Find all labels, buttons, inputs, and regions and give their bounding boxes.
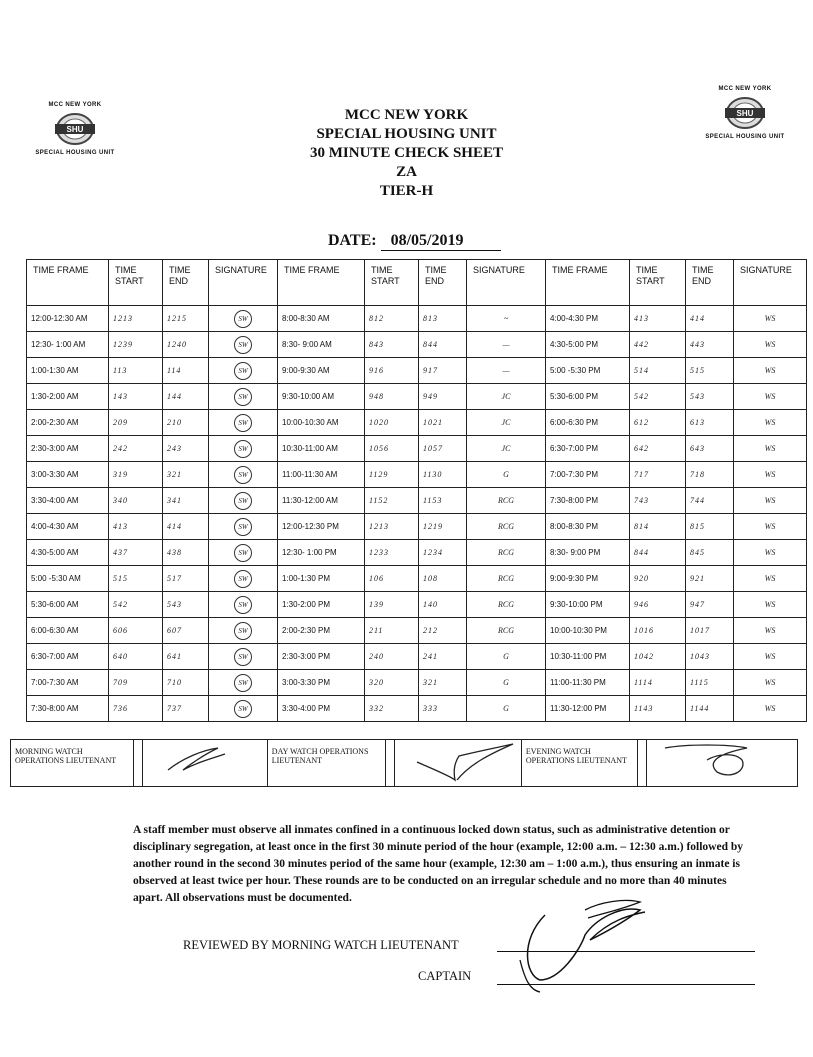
signature-cell: WS — [734, 514, 807, 540]
col-header: TIME START — [109, 260, 163, 306]
signature-cell: WS — [734, 566, 807, 592]
time-end-cell: 844 — [419, 332, 467, 358]
signature-cell: WS — [734, 306, 807, 332]
signature-cell: JC — [467, 384, 546, 410]
signature-cell: WS — [734, 384, 807, 410]
time-frame-cell: 2:00-2:30 AM — [27, 410, 109, 436]
time-frame-cell: 3:00-3:30 PM — [278, 670, 365, 696]
table-row — [27, 384, 807, 410]
time-start-cell: 514 — [630, 358, 686, 384]
col-header: TIME FRAME — [546, 260, 630, 306]
time-start-cell: 1233 — [365, 540, 419, 566]
time-end-cell: 1215 — [163, 306, 209, 332]
table-row — [27, 332, 807, 358]
time-frame-cell: 11:30-12:00 AM — [278, 488, 365, 514]
morning-watch-signature — [143, 740, 268, 786]
time-end-cell: 321 — [163, 462, 209, 488]
initials-circle: SW — [234, 622, 252, 640]
reviewed-by-label: REVIEWED BY MORNING WATCH LIEUTENANT — [183, 938, 459, 952]
initials-circle: SW — [234, 648, 252, 666]
time-end-cell: 1043 — [686, 644, 734, 670]
day-watch-signature — [395, 740, 522, 786]
signature-cell — [209, 566, 278, 592]
signature-cell: RCG — [467, 566, 546, 592]
heading-line-3: 30 MINUTE CHECK SHEET — [310, 145, 503, 161]
time-end-cell: 414 — [163, 514, 209, 540]
initials-circle: SW — [234, 310, 252, 328]
time-frame-cell: 1:30-2:00 PM — [278, 592, 365, 618]
time-end-cell: 517 — [163, 566, 209, 592]
heading-line-4: ZA — [396, 164, 417, 180]
initials-circle: SW — [234, 336, 252, 354]
time-frame-cell: 6:30-7:00 PM — [546, 436, 630, 462]
time-end-cell: 613 — [686, 410, 734, 436]
time-end-cell: 949 — [419, 384, 467, 410]
initials-circle: SW — [234, 414, 252, 432]
time-frame-cell: 9:00-9:30 PM — [546, 566, 630, 592]
signature-cell: WS — [734, 540, 807, 566]
time-frame-cell: 4:00-4:30 PM — [546, 306, 630, 332]
heading-line-2: SPECIAL HOUSING UNIT — [316, 126, 497, 142]
time-frame-cell: 1:00-1:30 PM — [278, 566, 365, 592]
logo-top-text: MCC NEW YORK — [48, 102, 102, 108]
table-row — [27, 358, 807, 384]
time-frame-cell: 5:30-6:00 AM — [27, 592, 109, 618]
time-frame-cell: 8:30- 9:00 AM — [278, 332, 365, 358]
time-start-cell: 413 — [630, 306, 686, 332]
evening-watch-signature — [647, 740, 797, 786]
signature-cell — [209, 332, 278, 358]
time-end-cell: 947 — [686, 592, 734, 618]
time-frame-cell: 4:30-5:00 AM — [27, 540, 109, 566]
signature-cell — [209, 410, 278, 436]
heading-line-1: MCC NEW YORK — [344, 107, 469, 123]
time-end-cell: 543 — [686, 384, 734, 410]
time-frame-cell: 9:00-9:30 AM — [278, 358, 365, 384]
signature-cell: WS — [734, 618, 807, 644]
col-header: TIME END — [419, 260, 467, 306]
signature-cell: JC — [467, 410, 546, 436]
check-table — [26, 259, 807, 722]
signature-cell — [209, 540, 278, 566]
time-end-cell: 341 — [163, 488, 209, 514]
time-end-cell: 643 — [686, 436, 734, 462]
policy-paragraph: A staff member must observe all inmates confined in a continuous locked down status, such as administrative detention or disciplinary segregation, at least once in the first 30 minute period of the hour (example, 12:00 a.m. – 12:30 a.m.) followed by another round in the second 30 minutes period of the same hour (example, 12:30 am – 1:00 a.m.), thus ensuring an inmate is observed at least twice per hour. These rounds are to be conducted on an irregular schedule and no more than 40 minutes apart. All observations must be documented. — [133, 824, 743, 904]
time-start-cell: 113 — [109, 358, 163, 384]
initials-circle: SW — [234, 440, 252, 458]
time-start-cell: 437 — [109, 540, 163, 566]
time-end-cell: 815 — [686, 514, 734, 540]
time-start-cell: 814 — [630, 514, 686, 540]
time-end-cell: 1240 — [163, 332, 209, 358]
time-start-cell: 1056 — [365, 436, 419, 462]
table-row — [27, 410, 807, 436]
time-start-cell: 1213 — [365, 514, 419, 540]
time-start-cell: 240 — [365, 644, 419, 670]
table-row — [27, 566, 807, 592]
time-frame-cell: 2:00-2:30 PM — [278, 618, 365, 644]
time-end-cell: 917 — [419, 358, 467, 384]
time-end-cell: 1153 — [419, 488, 467, 514]
time-start-cell: 812 — [365, 306, 419, 332]
signature-cell: WS — [734, 462, 807, 488]
time-frame-cell: 3:30-4:00 AM — [27, 488, 109, 514]
table-body — [27, 306, 807, 722]
time-frame-cell: 12:00-12:30 AM — [27, 306, 109, 332]
col-header: SIGNATURE — [734, 260, 807, 306]
time-frame-cell: 8:00-8:30 AM — [278, 306, 365, 332]
initials-circle: SW — [234, 466, 252, 484]
date-value: 08/05/2019 — [381, 232, 501, 251]
signature-cell: WS — [734, 410, 807, 436]
time-frame-cell: 4:30-5:00 PM — [546, 332, 630, 358]
signature-cell: WS — [734, 592, 807, 618]
reviewer-signature-icon — [500, 880, 650, 1000]
time-start-cell: 612 — [630, 410, 686, 436]
time-start-cell: 211 — [365, 618, 419, 644]
time-frame-cell: 6:00-6:30 PM — [546, 410, 630, 436]
time-start-cell: 1152 — [365, 488, 419, 514]
signature-cell — [209, 514, 278, 540]
signature-cell: G — [467, 670, 546, 696]
time-start-cell: 320 — [365, 670, 419, 696]
signature-cell — [209, 488, 278, 514]
signature-cell: RCG — [467, 592, 546, 618]
time-frame-cell: 5:00 -5:30 AM — [27, 566, 109, 592]
signature-cell — [209, 306, 278, 332]
signature-cell: ~ — [467, 306, 546, 332]
table-row — [27, 618, 807, 644]
time-start-cell: 542 — [630, 384, 686, 410]
time-frame-cell: 6:30-7:00 AM — [27, 644, 109, 670]
time-start-cell: 844 — [630, 540, 686, 566]
time-end-cell: 1021 — [419, 410, 467, 436]
time-frame-cell: 1:30-2:00 AM — [27, 384, 109, 410]
time-start-cell: 340 — [109, 488, 163, 514]
table-row — [27, 540, 807, 566]
time-start-cell: 640 — [109, 644, 163, 670]
time-end-cell: 243 — [163, 436, 209, 462]
signature-cell — [209, 592, 278, 618]
time-end-cell: 140 — [419, 592, 467, 618]
time-frame-cell: 6:00-6:30 AM — [27, 618, 109, 644]
initials-circle: SW — [234, 700, 252, 718]
day-watch-label: DAY WATCH OPERATIONS LIEUTENANT — [271, 747, 369, 765]
signature-cell: — — [467, 358, 546, 384]
signature-cell — [209, 436, 278, 462]
time-end-cell: 543 — [163, 592, 209, 618]
logo-top-text: MCC NEW YORK — [718, 86, 772, 92]
signature-cell — [209, 670, 278, 696]
time-frame-cell: 7:30-8:00 PM — [546, 488, 630, 514]
time-end-cell: 515 — [686, 358, 734, 384]
time-end-cell: 1057 — [419, 436, 467, 462]
time-end-cell: 710 — [163, 670, 209, 696]
time-start-cell: 319 — [109, 462, 163, 488]
signature-cell — [209, 644, 278, 670]
handwritten-signature-icon — [647, 740, 797, 784]
time-start-cell: 242 — [109, 436, 163, 462]
divider — [385, 740, 395, 786]
time-end-cell: 744 — [686, 488, 734, 514]
table-row — [27, 462, 807, 488]
table-row — [27, 514, 807, 540]
watch-signature-strip — [10, 739, 798, 787]
signature-cell: G — [467, 644, 546, 670]
initials-circle: SW — [234, 492, 252, 510]
evening-watch-label: EVENING WATCH OPERATIONS LIEUTENANT — [525, 747, 627, 765]
time-frame-cell: 9:30-10:00 PM — [546, 592, 630, 618]
table-row — [27, 436, 807, 462]
time-end-cell: 1219 — [419, 514, 467, 540]
logo-bottom-text: SPECIAL HOUSING UNIT — [35, 150, 115, 156]
time-start-cell: 442 — [630, 332, 686, 358]
signature-cell: WS — [734, 670, 807, 696]
signature-cell — [209, 384, 278, 410]
signature-cell: G — [467, 462, 546, 488]
time-start-cell: 209 — [109, 410, 163, 436]
initials-circle: SW — [234, 596, 252, 614]
time-start-cell: 736 — [109, 696, 163, 722]
time-end-cell: 1144 — [686, 696, 734, 722]
col-header: TIME FRAME — [278, 260, 365, 306]
divider — [133, 740, 143, 786]
signature-cell: RCG — [467, 540, 546, 566]
logo-badge-text: SHU — [66, 125, 84, 134]
time-frame-cell: 12:00-12:30 PM — [278, 514, 365, 540]
time-end-cell: 443 — [686, 332, 734, 358]
table-row — [27, 488, 807, 514]
table-header-row — [27, 260, 807, 306]
morning-watch-label: MORNING WATCH OPERATIONS LIEUTENANT — [15, 747, 117, 765]
signature-cell: WS — [734, 696, 807, 722]
time-end-cell: 1115 — [686, 670, 734, 696]
time-start-cell: 717 — [630, 462, 686, 488]
signature-cell — [209, 618, 278, 644]
time-end-cell: 737 — [163, 696, 209, 722]
time-frame-cell: 1:00-1:30 AM — [27, 358, 109, 384]
time-start-cell: 642 — [630, 436, 686, 462]
time-frame-cell: 5:30-6:00 PM — [546, 384, 630, 410]
time-frame-cell: 8:30- 9:00 PM — [546, 540, 630, 566]
time-frame-cell: 10:00-10:30 AM — [278, 410, 365, 436]
time-start-cell: 1213 — [109, 306, 163, 332]
time-frame-cell: 11:00-11:30 AM — [278, 462, 365, 488]
col-header: SIGNATURE — [467, 260, 546, 306]
time-start-cell: 542 — [109, 592, 163, 618]
col-header: TIME START — [365, 260, 419, 306]
time-frame-cell: 12:30- 1:00 PM — [278, 540, 365, 566]
signature-cell: WS — [734, 436, 807, 462]
col-header: TIME START — [630, 260, 686, 306]
initials-circle: SW — [234, 518, 252, 536]
time-end-cell: 414 — [686, 306, 734, 332]
table-row — [27, 696, 807, 722]
initials-circle: SW — [234, 388, 252, 406]
time-start-cell: 606 — [109, 618, 163, 644]
col-header: SIGNATURE — [209, 260, 278, 306]
time-start-cell: 1016 — [630, 618, 686, 644]
table-row — [27, 670, 807, 696]
time-end-cell: 845 — [686, 540, 734, 566]
time-end-cell: 438 — [163, 540, 209, 566]
time-frame-cell: 7:00-7:30 AM — [27, 670, 109, 696]
time-end-cell: 1130 — [419, 462, 467, 488]
time-end-cell: 641 — [163, 644, 209, 670]
time-frame-cell: 11:30-12:00 PM — [546, 696, 630, 722]
signature-cell: RCG — [467, 514, 546, 540]
sheet-heading — [0, 106, 813, 201]
time-end-cell: 1017 — [686, 618, 734, 644]
time-end-cell: 333 — [419, 696, 467, 722]
time-start-cell: 413 — [109, 514, 163, 540]
initials-circle: SW — [234, 362, 252, 380]
signature-cell: WS — [734, 488, 807, 514]
time-start-cell: 709 — [109, 670, 163, 696]
logo-bottom-text: SPECIAL HOUSING UNIT — [705, 134, 785, 140]
time-frame-cell: 10:30-11:00 PM — [546, 644, 630, 670]
time-end-cell: 212 — [419, 618, 467, 644]
time-end-cell: 108 — [419, 566, 467, 592]
signature-cell: G — [467, 696, 546, 722]
signature-cell — [209, 696, 278, 722]
col-header: TIME END — [686, 260, 734, 306]
time-frame-cell: 2:30-3:00 PM — [278, 644, 365, 670]
time-end-cell: 607 — [163, 618, 209, 644]
initials-circle: SW — [234, 674, 252, 692]
divider — [637, 740, 647, 786]
signature-cell: — — [467, 332, 546, 358]
time-end-cell: 241 — [419, 644, 467, 670]
time-frame-cell: 7:00-7:30 PM — [546, 462, 630, 488]
time-end-cell: 921 — [686, 566, 734, 592]
time-frame-cell: 4:00-4:30 AM — [27, 514, 109, 540]
logo-badge-text: SHU — [736, 109, 754, 118]
time-start-cell: 1020 — [365, 410, 419, 436]
captain-label: CAPTAIN — [418, 969, 472, 983]
signature-cell: JC — [467, 436, 546, 462]
time-start-cell: 843 — [365, 332, 419, 358]
signature-cell: RCG — [467, 488, 546, 514]
signature-cell — [209, 462, 278, 488]
time-frame-cell: 10:00-10:30 PM — [546, 618, 630, 644]
time-frame-cell: 2:30-3:00 AM — [27, 436, 109, 462]
time-start-cell: 515 — [109, 566, 163, 592]
time-frame-cell: 3:00-3:30 AM — [27, 462, 109, 488]
time-frame-cell: 8:00-8:30 PM — [546, 514, 630, 540]
handwritten-signature-icon — [143, 740, 267, 784]
signature-cell: RCG — [467, 618, 546, 644]
time-end-cell: 321 — [419, 670, 467, 696]
time-start-cell: 143 — [109, 384, 163, 410]
signature-cell — [209, 358, 278, 384]
handwritten-signature-icon — [395, 740, 521, 784]
time-start-cell: 1114 — [630, 670, 686, 696]
time-start-cell: 139 — [365, 592, 419, 618]
initials-circle: SW — [234, 544, 252, 562]
heading-line-5: TIER-H — [379, 183, 434, 199]
time-start-cell: 920 — [630, 566, 686, 592]
signature-cell: WS — [734, 644, 807, 670]
date-line — [328, 232, 501, 251]
initials-circle: SW — [234, 570, 252, 588]
time-end-cell: 813 — [419, 306, 467, 332]
time-frame-cell: 5:00 -5:30 PM — [546, 358, 630, 384]
col-header: TIME END — [163, 260, 209, 306]
time-start-cell: 948 — [365, 384, 419, 410]
time-end-cell: 210 — [163, 410, 209, 436]
time-start-cell: 1042 — [630, 644, 686, 670]
time-start-cell: 1239 — [109, 332, 163, 358]
table-row — [27, 306, 807, 332]
signature-cell: WS — [734, 332, 807, 358]
time-start-cell: 1143 — [630, 696, 686, 722]
signature-cell: WS — [734, 358, 807, 384]
time-start-cell: 106 — [365, 566, 419, 592]
time-frame-cell: 9:30-10:00 AM — [278, 384, 365, 410]
time-start-cell: 743 — [630, 488, 686, 514]
time-frame-cell: 3:30-4:00 PM — [278, 696, 365, 722]
time-frame-cell: 7:30-8:00 AM — [27, 696, 109, 722]
date-label: DATE: — [328, 232, 377, 249]
time-start-cell: 332 — [365, 696, 419, 722]
table-row — [27, 644, 807, 670]
time-start-cell: 1129 — [365, 462, 419, 488]
table-row — [27, 592, 807, 618]
time-end-cell: 1234 — [419, 540, 467, 566]
col-header: TIME FRAME — [27, 260, 109, 306]
time-frame-cell: 11:00-11:30 PM — [546, 670, 630, 696]
time-frame-cell: 10:30-11:00 AM — [278, 436, 365, 462]
time-frame-cell: 12:30- 1:00 AM — [27, 332, 109, 358]
time-end-cell: 114 — [163, 358, 209, 384]
time-end-cell: 144 — [163, 384, 209, 410]
time-start-cell: 946 — [630, 592, 686, 618]
time-start-cell: 916 — [365, 358, 419, 384]
time-end-cell: 718 — [686, 462, 734, 488]
